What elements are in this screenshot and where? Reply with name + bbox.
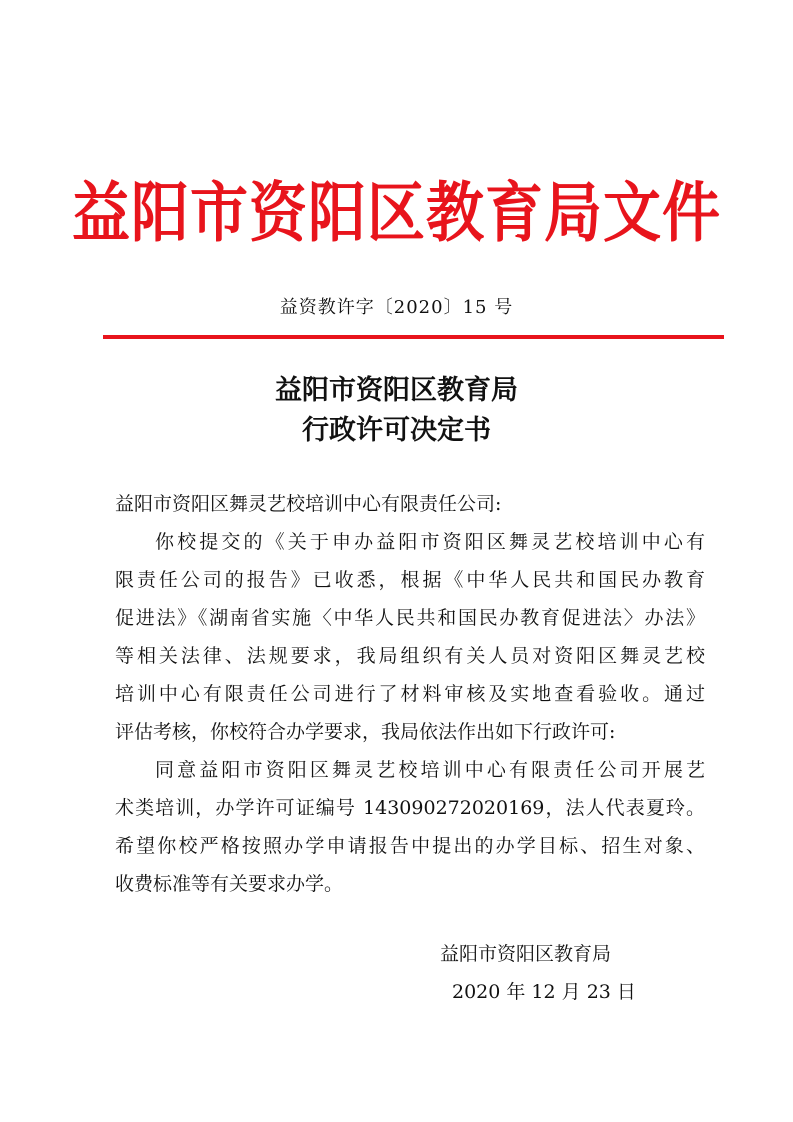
signature-block bbox=[440, 935, 636, 1011]
paragraph-2-line: 术类培训，办学许可证编号 143090272020169，法人代表夏玲。 bbox=[115, 797, 705, 819]
paragraph-1-line: 你校提交的《关于申办益阳市资阳区舞灵艺校培训中心有 bbox=[155, 531, 705, 553]
paragraph-2-line: 同意益阳市资阳区舞灵艺校培训中心有限责任公司开展艺 bbox=[155, 759, 705, 781]
agency-header-title: 益阳市资阳区教育局文件 bbox=[71, 174, 721, 251]
document-title-line-1: 益阳市资阳区教育局 bbox=[275, 375, 518, 406]
paragraph-1-line: 促进法》《湖南省实施〈中华人民共和国民办教育促进法〉办法》 bbox=[115, 607, 705, 629]
paragraph-1-line: 培训中心有限责任公司进行了材料审核及实地查看验收。通过 bbox=[115, 683, 705, 705]
paragraph-2-line: 希望你校严格按照办学申请报告中提出的办学目标、招生对象、 bbox=[115, 835, 705, 857]
issuer-name: 益阳市资阳区教育局 bbox=[440, 943, 612, 965]
document-body bbox=[115, 485, 705, 903]
document-number: 益资教许字〔2020〕15 号 bbox=[279, 297, 514, 318]
addressee: 益阳市资阳区舞灵艺校培训中心有限责任公司: bbox=[115, 493, 502, 515]
paragraph-2-line: 收费标准等有关要求办学。 bbox=[115, 873, 344, 895]
issue-date: 2020 年 12 月 23 日 bbox=[452, 981, 636, 1003]
red-divider-line bbox=[103, 335, 724, 339]
paragraph-1-line: 等相关法律、法规要求，我局组织有关人员对资阳区舞灵艺校 bbox=[115, 645, 705, 667]
paragraph-1-line: 限责任公司的报告》已收悉，根据《中华人民共和国民办教育 bbox=[115, 569, 705, 591]
paragraph-1-line: 评估考核，你校符合办学要求，我局依法作出如下行政许可: bbox=[115, 721, 616, 743]
document-title-line-2: 行政许可决定书 bbox=[302, 415, 491, 446]
